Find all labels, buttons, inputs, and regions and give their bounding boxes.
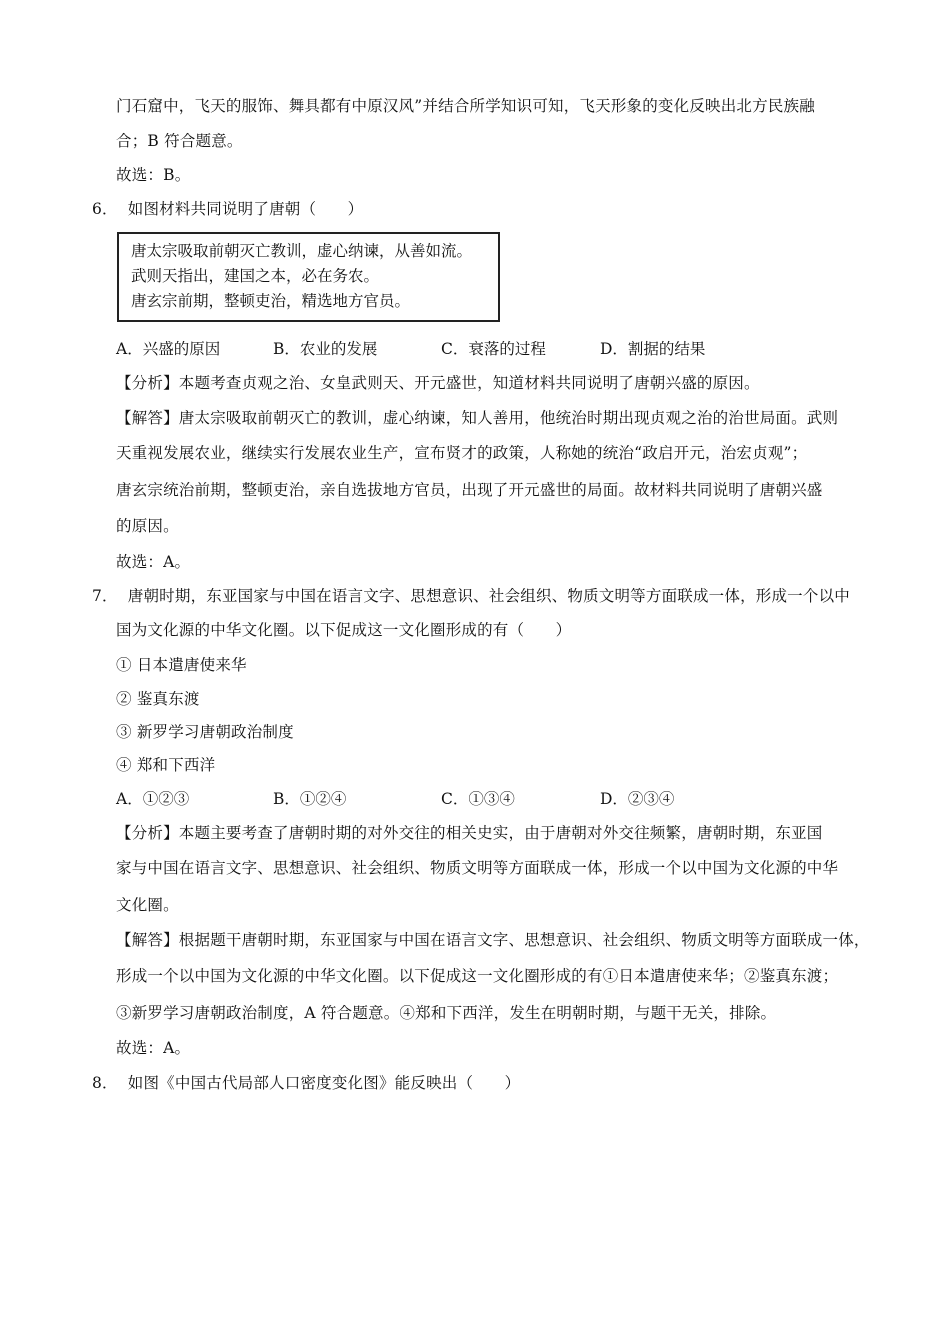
q7-answer-line-2: 形成一个以中国为文化源的中华文化圈。以下促成这一文化圈形成的有①日本遣唐使来华；②鉴真东渡； xyxy=(116,967,839,985)
q7-answer-line-3: ③新罗学习唐朝政治制度，A 符合题意。④郑和下西洋，发生在明朝时期，与题干无关，排除。 xyxy=(116,1004,777,1022)
q7-answer-line-1: 【解答】根据题干唐朝时期，东亚国家与中国在语言文字、思想意识、社会组织、物质文明等方面联成一体， xyxy=(116,931,870,949)
q7-item-4: ④ 郑和下西洋 xyxy=(116,756,216,774)
q5-choose-answer: 故选：B。 xyxy=(116,166,191,184)
q6-material-box xyxy=(117,232,500,322)
q6-option-b: B．农业的发展 xyxy=(273,340,378,358)
q6-analysis: 【分析】本题考查贞观之治、女皇武则天、开元盛世，知道材料共同说明了唐朝兴盛的原因。 xyxy=(116,374,760,392)
q6-number: 6． xyxy=(92,200,118,218)
q6-choose-answer: 故选：A。 xyxy=(116,553,191,571)
q6-option-d: D．割据的结果 xyxy=(600,340,706,358)
q7-item-2: ② 鉴真东渡 xyxy=(116,690,200,708)
q7-analysis-line-3: 文化圈。 xyxy=(116,896,179,914)
q6-answer-line-1: 【解答】唐太宗吸取前朝灭亡的教训，虚心纳谏，知人善用，他统治时期出现贞观之治的治世局面。武则 xyxy=(116,409,839,427)
q7-option-b: B．①②④ xyxy=(273,790,347,808)
q6-answer-line-4: 的原因。 xyxy=(116,517,179,535)
q6-material-line-3: 唐玄宗前期，整顿吏治，精选地方官员。 xyxy=(131,292,411,310)
q6-answer-line-2: 天重视发展农业，继续实行发展农业生产，宣布贤才的政策，人称她的统治“政启开元，治宏贞观”； xyxy=(116,444,808,462)
q7-number: 7． xyxy=(92,587,118,605)
q7-analysis-line-2: 家与中国在语言文字、思想意识、社会组织、物质文明等方面联成一体，形成一个以中国为文化源的中华 xyxy=(116,859,839,877)
q8-stem xyxy=(92,1073,520,1093)
q7-option-d: D．②③④ xyxy=(600,790,675,808)
q6-material-line-2: 武则天指出，建国之本，必在务农。 xyxy=(131,267,380,285)
q8-stem-text: 如图《中国古代局部人口密度变化图》能反映出（ ） xyxy=(127,1074,521,1092)
q7-analysis-line-1: 【分析】本题主要考查了唐朝时期的对外交往的相关史实，由于唐朝对外交往频繁，唐朝时期，东亚国 xyxy=(116,824,823,842)
q7-item-1: ① 日本遣唐使来华 xyxy=(116,656,247,674)
q7-stem-text-1: 唐朝时期，东亚国家与中国在语言文字、思想意识、社会组织、物质文明等方面联成一体，形成一个以中 xyxy=(127,587,850,605)
q8-number: 8． xyxy=(92,1074,118,1092)
q7-option-c: C．①③④ xyxy=(441,790,515,808)
q6-stem xyxy=(92,199,363,219)
q7-choose-answer: 故选：A。 xyxy=(116,1039,191,1057)
q7-option-a: A．①②③ xyxy=(116,790,190,808)
q5-explanation-line-2: 合；B 符合题意。 xyxy=(116,132,243,150)
q6-answer-line-3: 唐玄宗统治前期，整顿吏治，亲自选拔地方官员，出现了开元盛世的局面。故材料共同说明了唐朝兴盛 xyxy=(116,481,823,499)
q6-material-line-1: 唐太宗吸取前朝灭亡教训，虚心纳谏，从善如流。 xyxy=(131,242,473,260)
q6-option-c: C．衰落的过程 xyxy=(441,340,546,358)
q6-stem-text: 如图材料共同说明了唐朝（ ） xyxy=(127,200,364,218)
q7-item-3: ③ 新罗学习唐朝政治制度 xyxy=(116,723,294,741)
q7-stem-line-1 xyxy=(92,586,850,606)
q6-option-a: A．兴盛的原因 xyxy=(116,340,221,358)
q5-explanation-line-1: 门石窟中，飞天的服饰、舞具都有中原汉风”并结合所学知识可知，飞天形象的变化反映出北方民族融 xyxy=(116,97,815,115)
q7-stem-line-2: 国为文化源的中华文化圈。以下促成这一文化圈形成的有（ ） xyxy=(116,621,572,639)
